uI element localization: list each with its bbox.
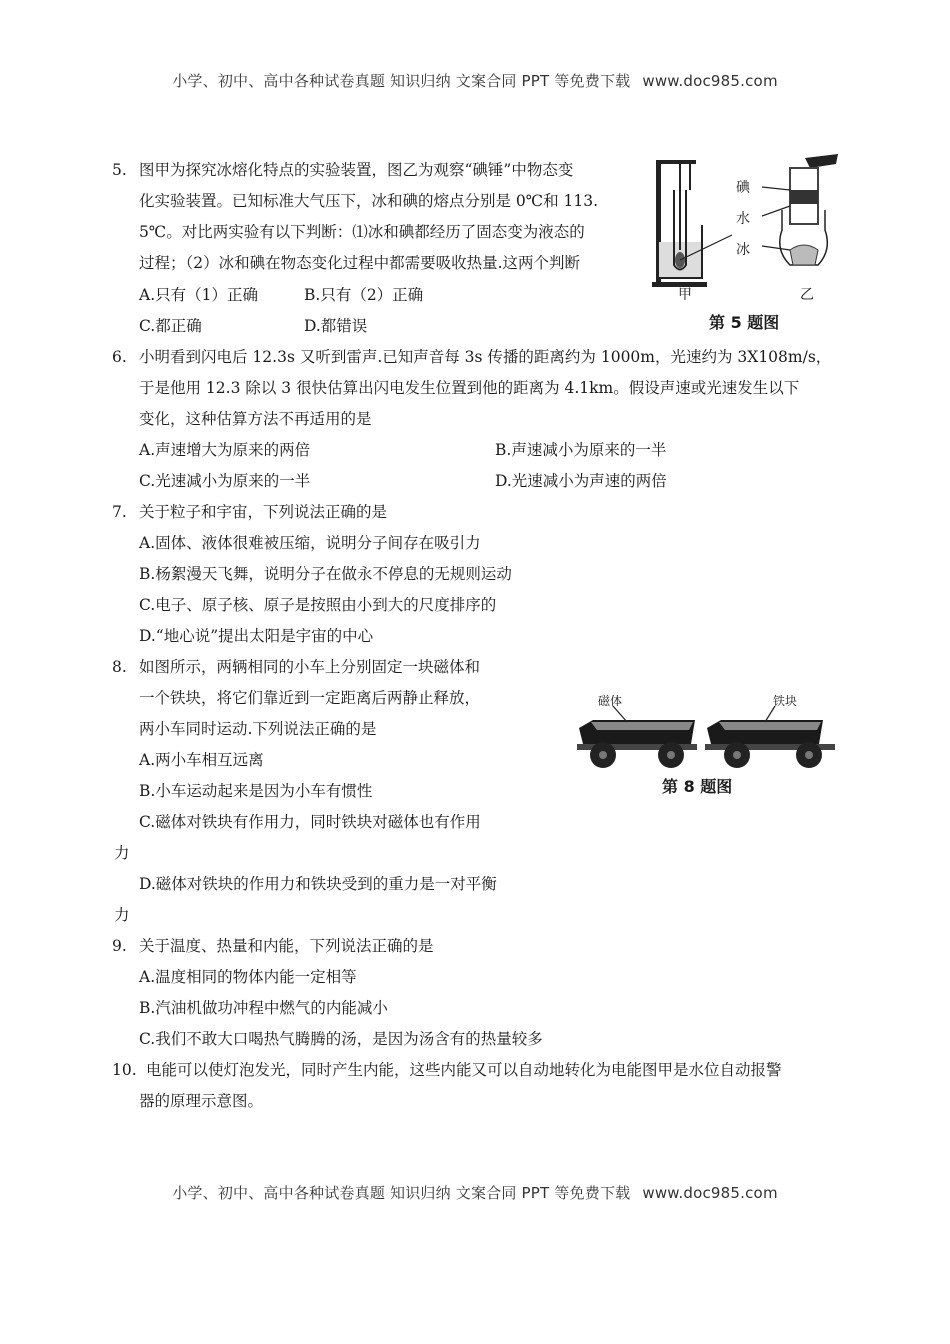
- q10-line-1: 电能可以使灯泡发光，同时产生内能，这些内能又可以自动地转化为电能图甲是水位自动报警: [146, 1061, 782, 1079]
- q9-option-b: B.汽油机做功冲程中燃气的内能减小: [139, 999, 388, 1017]
- page-footer: [0, 1182, 950, 1203]
- q8-line-2: 一个铁块，将它们靠近到一定距离后两静止释放，: [139, 689, 481, 707]
- q9-option-c: C.我们不敢大口喝热气腾腾的汤，是因为汤含有的热量较多: [139, 1030, 543, 1048]
- footer-site-link[interactable]: www.doc985.com: [642, 1184, 778, 1202]
- q8-option-d-wrap: 力: [114, 906, 130, 924]
- footer-text: 小学、初中、高中各种试卷真题 知识归纳 文案合同 PPT 等免费下载: [172, 1184, 631, 1202]
- q5-line-1: 图甲为探究冰熔化特点的实验装置，图乙为观察“碘锤”中物态变: [139, 161, 574, 179]
- q5-figure-label-water: 水: [736, 211, 750, 227]
- q5-figure-label-ice: 冰: [736, 242, 750, 258]
- q5-number: 5.: [112, 161, 127, 179]
- q5-line-2: 化实验装置。已知标准大气压下，冰和碘的熔点分别是 0℃和 113.: [139, 192, 599, 210]
- page-header: [0, 70, 950, 91]
- q5-figure-caption: 第 5 题图: [709, 313, 780, 332]
- q9-option-a: A.温度相同的物体内能一定相等: [139, 968, 357, 986]
- q6-number: 6.: [112, 348, 127, 366]
- q7-option-d: D.“地心说”提出太阳是宇宙的中心: [139, 627, 374, 645]
- q6-line-1: 小明看到闪电后 12.3s 又听到雷声.已知声音每 3s 传播的距离约为 1000m，光速约为 3X108m/s，: [139, 348, 832, 366]
- q8-figure-caption: 第 8 题图: [662, 777, 733, 796]
- q8-line-3: 两小车同时运动.下列说法正确的是: [139, 720, 377, 738]
- q8-option-b: B.小车运动起来是因为小车有惯性: [139, 782, 373, 800]
- q8-option-c: C.磁体对铁块有作用力，同时铁块对磁体也有作用: [139, 813, 481, 831]
- q8-figure-label-magnet: 磁体: [598, 694, 623, 708]
- q8-option-a: A.两小车相互远离: [139, 751, 264, 769]
- q6-line-3: 变化，这种估算方法不再适用的是: [139, 410, 372, 428]
- q5-line-3: 5℃。对比两实验有以下判断：⑴冰和碘都经历了固态变为液态的: [139, 223, 585, 241]
- q8-option-c-wrap: 力: [114, 844, 130, 862]
- q7-number: 7.: [112, 503, 127, 521]
- q5-option-b: B.只有（2）正确: [304, 286, 424, 304]
- q10-line-2: 器的原理示意图。: [139, 1092, 264, 1110]
- q7-stem: 关于粒子和宇宙，下列说法正确的是: [139, 503, 388, 521]
- q9-number: 9.: [112, 937, 127, 955]
- q6-option-b: B.声速减小为原来的一半: [495, 441, 667, 459]
- q5-figure-label-yi: 乙: [800, 287, 814, 303]
- q6-line-2: 于是他用 12.3 除以 3 很快估算出闪电发生位置到他的距离为 4.1km。假设声速或光速发生以下: [139, 379, 800, 397]
- q8-number: 8.: [112, 658, 127, 676]
- q5-figure-label-iodine: 碘: [736, 180, 750, 196]
- q6-option-a: A.声速增大为原来的两倍: [139, 441, 311, 459]
- q5-figure-label-jia: 甲: [678, 287, 692, 303]
- header-site-link[interactable]: www.doc985.com: [642, 72, 778, 90]
- q5-option-c: C.都正确: [139, 317, 202, 335]
- q9-stem: 关于温度、热量和内能，下列说法正确的是: [139, 937, 434, 955]
- q6-option-d: D.光速减小为声速的两倍: [495, 472, 667, 490]
- q8-figure: [575, 700, 840, 775]
- q7-option-c: C.电子、原子核、原子是按照由小到大的尺度排序的: [139, 596, 497, 614]
- q5-option-a: A.只有（1）正确: [139, 286, 258, 304]
- q7-option-a: A.固体、液体很难被压缩，说明分子间存在吸引力: [139, 534, 481, 552]
- q8-figure-label-iron: 铁块: [773, 694, 798, 708]
- q5-line-4: 过程；（2）冰和碘在物态变化过程中都需要吸收热量.这两个判断: [139, 254, 581, 272]
- q7-option-b: B.杨絮漫天飞舞，说明分子在做永不停息的无规则运动: [139, 565, 512, 583]
- q10-number: 10.: [112, 1061, 137, 1079]
- q5-option-d: D.都错误: [304, 317, 368, 335]
- q8-option-d: D.磁体对铁块的作用力和铁块受到的重力是一对平衡: [139, 875, 497, 893]
- q8-line-1: 如图所示，两辆相同的小车上分别固定一块磁体和: [139, 658, 481, 676]
- header-text: 小学、初中、高中各种试卷真题 知识归纳 文案合同 PPT 等免费下载: [172, 72, 631, 90]
- q6-option-c: C.光速减小为原来的一半: [139, 472, 311, 490]
